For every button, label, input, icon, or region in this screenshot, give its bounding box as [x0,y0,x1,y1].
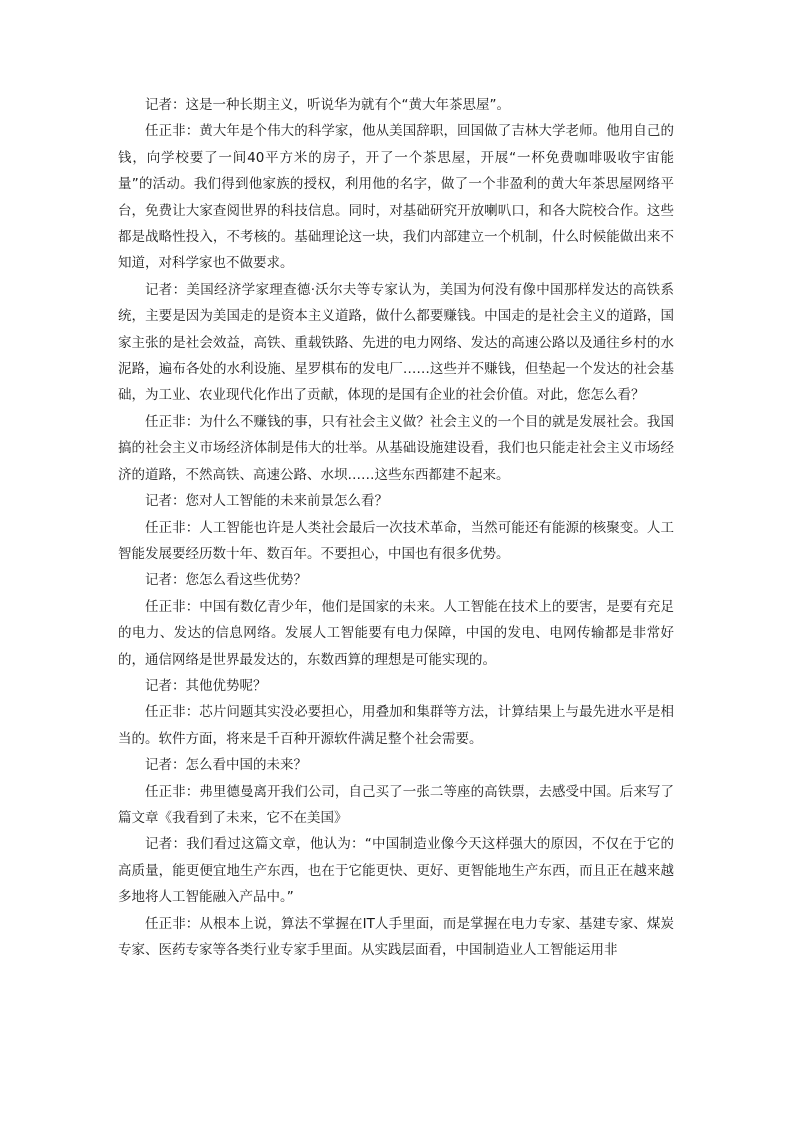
paragraph-reporter-3: 记者：您对人工智能的未来前景怎么看？ [145,493,388,510]
paragraph-ren-1: 任正非：黄大年是个伟大的科学家，他从美国辞职，回国做了吉林大学老师。他用自己的钱，向学校要了一间40平方米的房子，开了一个茶思屋，开展“一杯免费咖啡吸收宇宙能量”的活动。我们得到他家族的授权，利用他的名字，做了一个非盈利的黄大年茶思屋网络平台，免费让大家查阅世界的科技信息。同时，对基础研究开放喇叭口，和各大院校合作。这些都是战略性投入，不考核的。基础理论这一块，我们内部建立一个机制，什么时候能做出来不知道，对科学家也不做要求。 [118,123,674,272]
paragraph-reporter-4: 记者：您怎么看这些优势？ [145,572,307,589]
paragraph-ren-2: 任正非：为什么不赚钱的事，只有社会主义做？社会主义的一个目的就是发展社会。我国搞的社会主义市场经济体制是伟大的壮举。从基础设施建设看，我们也只能走社会主义市场经济的道路，不然高铁、高速公路、水坝……这些东西都建不起来。 [118,413,674,483]
paragraph-reporter-6: 记者：怎么看中国的未来？ [145,757,307,774]
paragraph-ren-3: 任正非：人工智能也许是人类社会最后一次技术革命，当然可能还有能源的核聚变。人工智能发展要经历数十年、数百年。不要担心，中国也有很多优势。 [118,519,674,562]
paragraph-ren-6: 任正非：弗里德曼离开我们公司，自己买了一张二等座的高铁票，去感受中国。后来写了篇文章《我看到了未来，它不在美国》 [118,783,674,826]
paragraph-ren-4: 任正非：中国有数亿青少年，他们是国家的未来。人工智能在技术上的要害，是要有充足的电力、发达的信息网络。发展人工智能要有电力保障，中国的发电、电网传输都是非常好的，通信网络是世界最发达的，东数西算的理想是可能实现的。 [118,598,674,668]
paragraph-reporter-7: 记者：我们看过这篇文章，他认为：“中国制造业像今天这样强大的原因，不仅在于它的高质量，能更便宜地生产东西，也在于它能更快、更好、更智能地生产东西，而且正在越来越多地将人工智能融入产品中。” [118,836,674,906]
paragraph-ren-5: 任正非：芯片问题其实没必要担心，用叠加和集群等方法，计算结果上与最先进水平是相当的。软件方面，将来是千百种开源软件满足整个社会需要。 [118,704,674,747]
paragraph-reporter-5: 记者：其他优势呢？ [145,677,267,694]
paragraph-ren-7: 任正非：从根本上说，算法不掌握在IT人手里面，而是掌握在电力专家、基建专家、煤炭专家、医药专家等各类行业专家手里面。从实践层面看，中国制造业人工智能运用非 [118,915,674,958]
paragraph-reporter-2: 记者：美国经济学家理查德·沃尔夫等专家认为，美国为何没有像中国那样发达的高铁系统，主要是因为美国走的是资本主义道路，做什么都要赚钱。中国走的是社会主义的道路，国家主张的是社会效益，高铁、重载铁路、先进的电力网络、发达的高速公路以及通往乡村的水泥路，遍布各处的水利设施、星罗棋布的发电厂……这些并不赚钱，但垫起一个发达的社会基础，为工业、农业现代化作出了贡献，体现的是国有企业的社会价值。对此，您怎么看？ [118,281,674,404]
article-body [118,92,674,963]
paragraph-reporter-1: 记者：这是一种长期主义，听说华为就有个“黄大年茶思屋”。 [145,97,510,113]
